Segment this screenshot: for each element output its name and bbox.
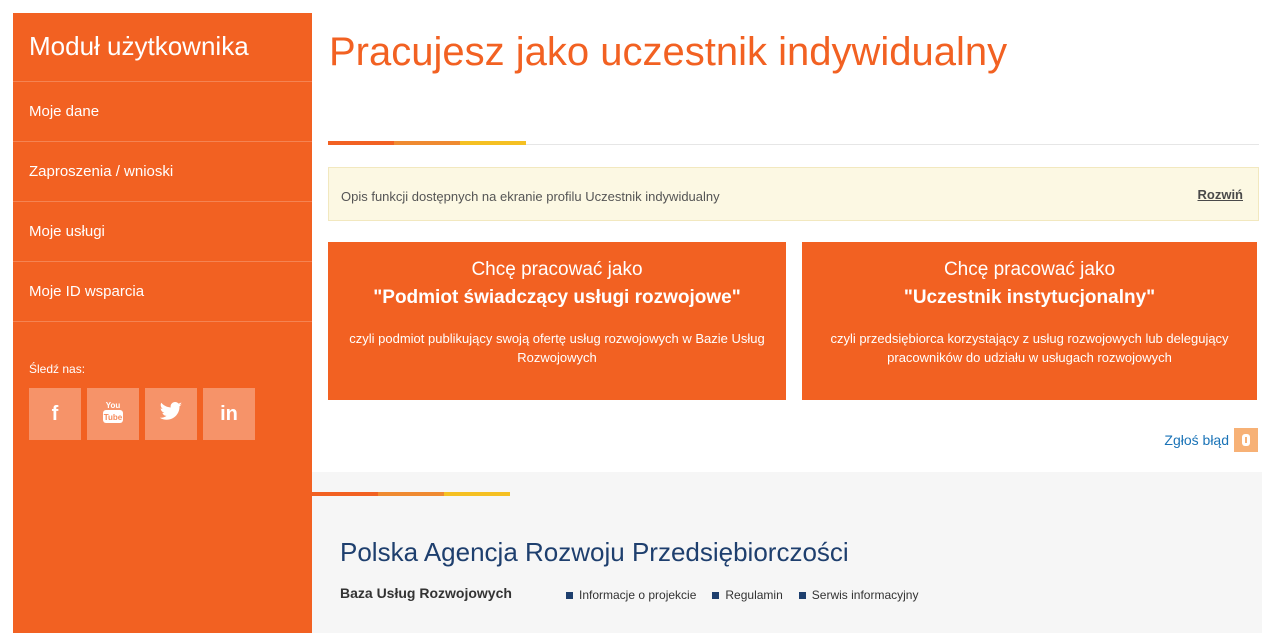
- sidebar-item-moje-uslugi[interactable]: Moje usługi: [13, 201, 312, 261]
- svg-text:Tube: Tube: [103, 412, 123, 422]
- sidebar-divider: [13, 321, 312, 322]
- sidebar-item-moje-id-wsparcia[interactable]: Moje ID wsparcia: [13, 261, 312, 321]
- card-role: "Podmiot świadczący usługi rozwojowe": [373, 287, 741, 308]
- follow-label: Śledź nas:: [29, 362, 86, 376]
- info-bar: [328, 167, 1259, 221]
- bullet-square-icon: [712, 592, 719, 599]
- card-institutional[interactable]: [802, 242, 1257, 400]
- footer-brand: Baza Usług Rozwojowych: [340, 585, 512, 601]
- bullet-square-icon: [799, 592, 806, 599]
- linkedin-icon: in: [220, 402, 238, 425]
- facebook-button[interactable]: [29, 388, 81, 440]
- expand-link[interactable]: Rozwiń: [1197, 187, 1243, 202]
- footer-link-label: Informacje o projekcie: [579, 588, 697, 602]
- footer-stripe-red: [312, 492, 378, 496]
- footer-title: Polska Agencja Rozwoju Przedsiębiorczości: [340, 537, 849, 567]
- title-stripe-orange: [394, 141, 460, 145]
- footer-link-project-info[interactable]: [566, 588, 696, 602]
- card-heading: Chcę pracować jako: [471, 259, 643, 280]
- twitter-icon: [159, 402, 183, 427]
- title-stripe-red: [328, 141, 394, 145]
- sidebar-item-zaproszenia[interactable]: Zaproszenia / wnioski: [13, 141, 312, 201]
- footer-link-label: Regulamin: [725, 588, 783, 602]
- card-description: czyli podmiot publikujący swoją ofertę usług rozwojowych w Bazie Usług Rozwojowych: [349, 331, 765, 365]
- bullet-square-icon: [566, 592, 573, 599]
- youtube-icon: [102, 399, 124, 430]
- linkedin-button[interactable]: [203, 388, 255, 440]
- bug-icon: [1234, 428, 1258, 452]
- card-provider[interactable]: [328, 242, 786, 400]
- youtube-button[interactable]: [87, 388, 139, 440]
- svg-text:You: You: [105, 400, 121, 410]
- footer-links: [566, 588, 918, 602]
- card-description: czyli przedsiębiorca korzystający z usług rozwojowych lub delegujący pracowników do udziału w usługach rozwojowych: [830, 331, 1229, 365]
- sidebar-title: Moduł użytkownika: [29, 31, 249, 61]
- info-text: Opis funkcji dostępnych na ekranie profilu Uczestnik indywidualny: [341, 189, 720, 204]
- footer-stripe-yellow: [444, 492, 510, 496]
- card-heading: Chcę pracować jako: [943, 259, 1116, 280]
- report-error-label: Zgłoś błąd: [1164, 432, 1229, 448]
- page-title: Pracujesz jako uczestnik indywidualny: [329, 30, 1008, 74]
- card-role: "Uczestnik instytucjonalny": [903, 287, 1156, 308]
- sidebar: [13, 13, 312, 633]
- twitter-button[interactable]: [145, 388, 197, 440]
- footer-link-terms[interactable]: [712, 588, 782, 602]
- title-divider: [526, 144, 1259, 145]
- footer-stripe-orange: [378, 492, 444, 496]
- report-error-link[interactable]: [1164, 428, 1258, 452]
- footer-link-news[interactable]: [799, 588, 919, 602]
- facebook-icon: f: [51, 402, 59, 425]
- title-stripe-yellow: [460, 141, 526, 145]
- footer-link-label: Serwis informacyjny: [811, 588, 919, 602]
- sidebar-item-moje-dane[interactable]: Moje dane: [13, 81, 312, 141]
